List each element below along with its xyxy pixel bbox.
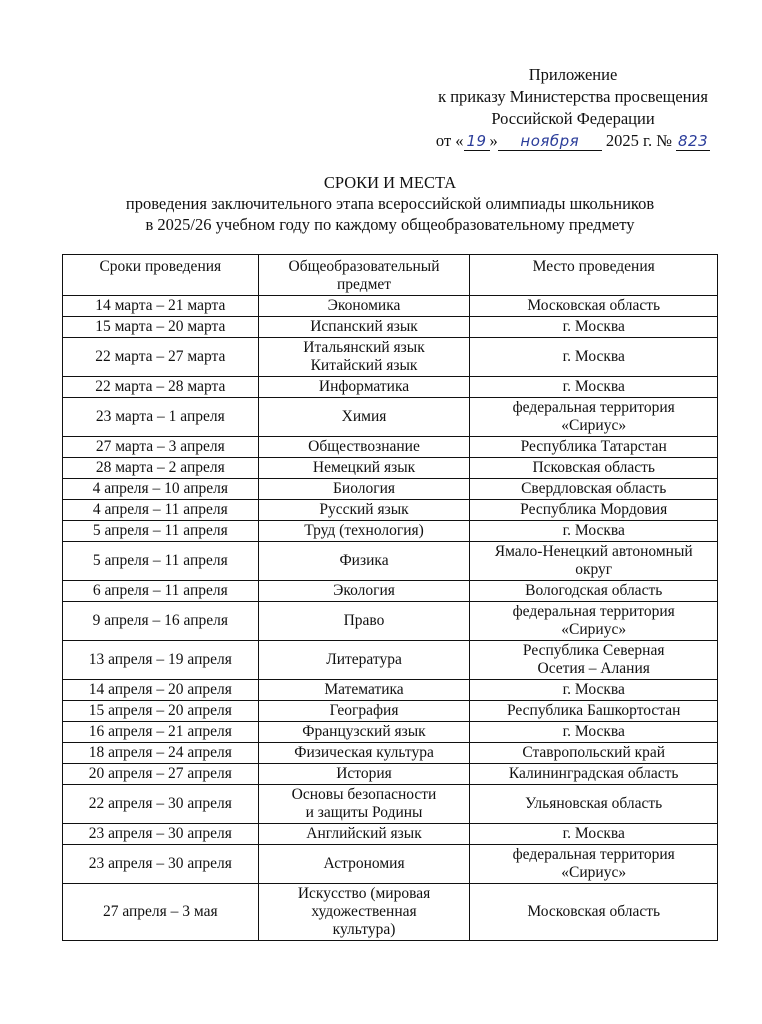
table-row — [63, 521, 718, 542]
cell-subject — [258, 377, 470, 398]
cell-subject-line: Труд (технология) — [304, 522, 424, 539]
cell-place — [470, 764, 718, 785]
table-row — [63, 824, 718, 845]
cell-place — [470, 785, 718, 824]
cell-subject-line: География — [329, 702, 399, 719]
cell-subject-line: Литература — [326, 651, 402, 668]
cell-place-line: округ — [575, 561, 613, 578]
cell-subject-line: Русский язык — [319, 501, 409, 518]
cell-place-line: г. Москва — [562, 723, 625, 740]
cell-subject-line: культура) — [332, 921, 396, 938]
appendix-ministry: Российской Федерации — [491, 109, 655, 128]
cell-dates: 5 апреля – 11 апреля — [63, 521, 259, 542]
cell-dates: 23 марта – 1 апреля — [63, 398, 259, 437]
header-dates: Сроки проведения — [63, 255, 259, 296]
table-row — [63, 581, 718, 602]
cell-place-line: г. Москва — [562, 318, 625, 335]
cell-subject — [258, 743, 470, 764]
cell-subject-line: Астрономия — [323, 855, 405, 872]
table-row — [63, 785, 718, 824]
table-row — [63, 764, 718, 785]
cell-subject — [258, 479, 470, 500]
cell-dates: 15 марта – 20 марта — [63, 317, 259, 338]
cell-dates: 18 апреля – 24 апреля — [63, 743, 259, 764]
cell-subject-line: Французский язык — [302, 723, 426, 740]
cell-place-line: Вологодская область — [525, 582, 663, 599]
cell-subject — [258, 764, 470, 785]
table-row — [63, 680, 718, 701]
cell-place-line: Псковская область — [532, 459, 655, 476]
order-number: 823 — [678, 132, 709, 150]
cell-subject-line: Информатика — [318, 378, 410, 395]
cell-place-line: Московская область — [527, 297, 661, 314]
cell-place-line: Московская область — [527, 903, 661, 920]
cell-dates: 23 апреля – 30 апреля — [63, 824, 259, 845]
table-row — [63, 641, 718, 680]
document-subtitle-line1: проведения заключительного этапа всероссийской олимпиады школьников — [125, 194, 655, 213]
table-row — [63, 338, 718, 377]
cell-place — [470, 581, 718, 602]
order-date-line — [418, 130, 728, 152]
cell-place — [470, 542, 718, 581]
cell-subject-line: Немецкий язык — [312, 459, 416, 476]
cell-dates: 22 марта – 27 марта — [63, 338, 259, 377]
cell-place-line: Республика Татарстан — [520, 438, 667, 455]
cell-subject — [258, 884, 470, 941]
document-heading — [80, 172, 700, 235]
cell-place-line: Осетия – Алания — [537, 660, 650, 677]
cell-place-line: федеральная территория — [512, 399, 675, 416]
cell-place-line: Ямало-Ненецкий автономный — [494, 543, 693, 560]
table-row — [63, 743, 718, 764]
table-row — [63, 296, 718, 317]
cell-subject — [258, 581, 470, 602]
cell-subject-line: Экономика — [327, 297, 401, 314]
cell-subject — [258, 398, 470, 437]
cell-subject-line: Китайский язык — [310, 357, 418, 374]
cell-subject-line: Математика — [324, 681, 404, 698]
cell-dates: 22 апреля – 30 апреля — [63, 785, 259, 824]
header-subject: Общеобразовательный предмет — [258, 255, 470, 296]
cell-subject — [258, 500, 470, 521]
cell-place — [470, 680, 718, 701]
cell-place-line: Республика Северная — [522, 642, 665, 659]
cell-subject — [258, 824, 470, 845]
cell-subject — [258, 680, 470, 701]
cell-place — [470, 479, 718, 500]
cell-subject-line: Английский язык — [306, 825, 422, 842]
document-subtitle-line2: в 2025/26 учебном году по каждому общеобразовательному предмету — [145, 215, 635, 234]
cell-place — [470, 398, 718, 437]
order-quote-close: » — [489, 131, 498, 150]
cell-subject — [258, 602, 470, 641]
appendix-order-ref: к приказу Министерства просвещения — [438, 87, 708, 106]
table-row — [63, 398, 718, 437]
appendix-title: Приложение — [528, 65, 618, 84]
cell-place — [470, 824, 718, 845]
table-row — [63, 722, 718, 743]
cell-place — [470, 317, 718, 338]
cell-dates: 4 апреля – 11 апреля — [63, 500, 259, 521]
cell-place-line: г. Москва — [562, 348, 625, 365]
cell-place-line: г. Москва — [562, 825, 625, 842]
cell-dates: 23 апреля – 30 апреля — [63, 845, 259, 884]
cell-place-line: г. Москва — [562, 681, 625, 698]
cell-dates: 14 апреля – 20 апреля — [63, 680, 259, 701]
table-row — [63, 458, 718, 479]
table-body — [63, 296, 718, 941]
cell-dates: 13 апреля – 19 апреля — [63, 641, 259, 680]
cell-place-line: «Сириус» — [561, 864, 627, 881]
table-row — [63, 845, 718, 884]
cell-place-line: федеральная территория — [512, 846, 675, 863]
table-row — [63, 500, 718, 521]
table-row — [63, 884, 718, 941]
cell-dates: 9 апреля – 16 апреля — [63, 602, 259, 641]
order-from-label: от « — [435, 131, 464, 150]
cell-subject — [258, 437, 470, 458]
cell-place — [470, 458, 718, 479]
cell-dates: 14 марта – 21 марта — [63, 296, 259, 317]
table-row — [63, 437, 718, 458]
header-place: Место проведения — [470, 255, 718, 296]
cell-dates: 15 апреля – 20 апреля — [63, 701, 259, 722]
cell-place-line: г. Москва — [562, 522, 625, 539]
cell-place-line: «Сириус» — [561, 417, 627, 434]
cell-subject-line: Физическая культура — [294, 744, 434, 761]
cell-place-line: «Сириус» — [561, 621, 627, 638]
cell-subject — [258, 722, 470, 743]
cell-place — [470, 701, 718, 722]
cell-dates: 4 апреля – 10 апреля — [63, 479, 259, 500]
cell-place — [470, 437, 718, 458]
cell-place-line: Республика Мордовия — [520, 501, 668, 518]
cell-subject — [258, 542, 470, 581]
cell-place-line: Свердловская область — [521, 480, 667, 497]
order-year: 2025 г. № — [605, 131, 672, 150]
cell-place-line: Калининградская область — [508, 765, 679, 782]
cell-place — [470, 884, 718, 941]
cell-subject — [258, 296, 470, 317]
cell-subject-line: Основы безопасности — [291, 786, 437, 803]
cell-subject — [258, 641, 470, 680]
table-row — [63, 602, 718, 641]
cell-place-line: г. Москва — [562, 378, 625, 395]
cell-subject — [258, 701, 470, 722]
cell-place-line: Ульяновская область — [525, 795, 663, 812]
cell-subject — [258, 521, 470, 542]
cell-dates: 20 апреля – 27 апреля — [63, 764, 259, 785]
table-row — [63, 479, 718, 500]
appendix-header — [418, 64, 728, 152]
cell-dates: 28 марта – 2 апреля — [63, 458, 259, 479]
cell-place — [470, 641, 718, 680]
cell-subject-line: Право — [343, 612, 385, 629]
cell-place — [470, 521, 718, 542]
cell-subject-line: Искусство (мировая — [297, 885, 431, 902]
cell-subject — [258, 845, 470, 884]
table-row — [63, 701, 718, 722]
cell-place-line: федеральная территория — [512, 603, 675, 620]
cell-place — [470, 722, 718, 743]
cell-dates: 5 апреля – 11 апреля — [63, 542, 259, 581]
cell-subject-line: Обществознание — [308, 438, 420, 455]
cell-subject-line: и защиты Родины — [305, 804, 423, 821]
cell-subject — [258, 317, 470, 338]
cell-dates: 22 марта – 28 марта — [63, 377, 259, 398]
cell-place-line: Ставропольский край — [522, 744, 666, 761]
cell-subject-line: художественная — [311, 903, 417, 920]
cell-place — [470, 602, 718, 641]
cell-subject-line: Итальянский язык — [303, 339, 425, 356]
cell-place — [470, 338, 718, 377]
cell-dates: 6 апреля – 11 апреля — [63, 581, 259, 602]
table-header-row — [63, 255, 718, 296]
cell-subject-line: История — [336, 765, 392, 782]
cell-place — [470, 743, 718, 764]
cell-dates: 27 марта – 3 апреля — [63, 437, 259, 458]
cell-place — [470, 845, 718, 884]
cell-subject-line: Химия — [341, 408, 387, 425]
cell-subject — [258, 458, 470, 479]
order-month: ноября — [498, 133, 602, 151]
cell-dates: 27 апреля – 3 мая — [63, 884, 259, 941]
cell-subject — [258, 785, 470, 824]
cell-subject-line: Экология — [333, 582, 395, 599]
cell-place-line: Республика Башкортостан — [506, 702, 681, 719]
cell-subject-line: Биология — [333, 480, 396, 497]
document-title: СРОКИ И МЕСТА — [323, 173, 457, 192]
table-row — [63, 317, 718, 338]
table-row — [63, 377, 718, 398]
cell-dates: 16 апреля – 21 апреля — [63, 722, 259, 743]
table-row — [63, 542, 718, 581]
cell-place — [470, 500, 718, 521]
order-day: 19 — [464, 133, 490, 151]
cell-subject-line: Испанский язык — [310, 318, 418, 335]
cell-place — [470, 296, 718, 317]
cell-subject — [258, 338, 470, 377]
cell-subject-line: Физика — [339, 552, 389, 569]
schedule-table — [62, 254, 718, 941]
cell-place — [470, 377, 718, 398]
